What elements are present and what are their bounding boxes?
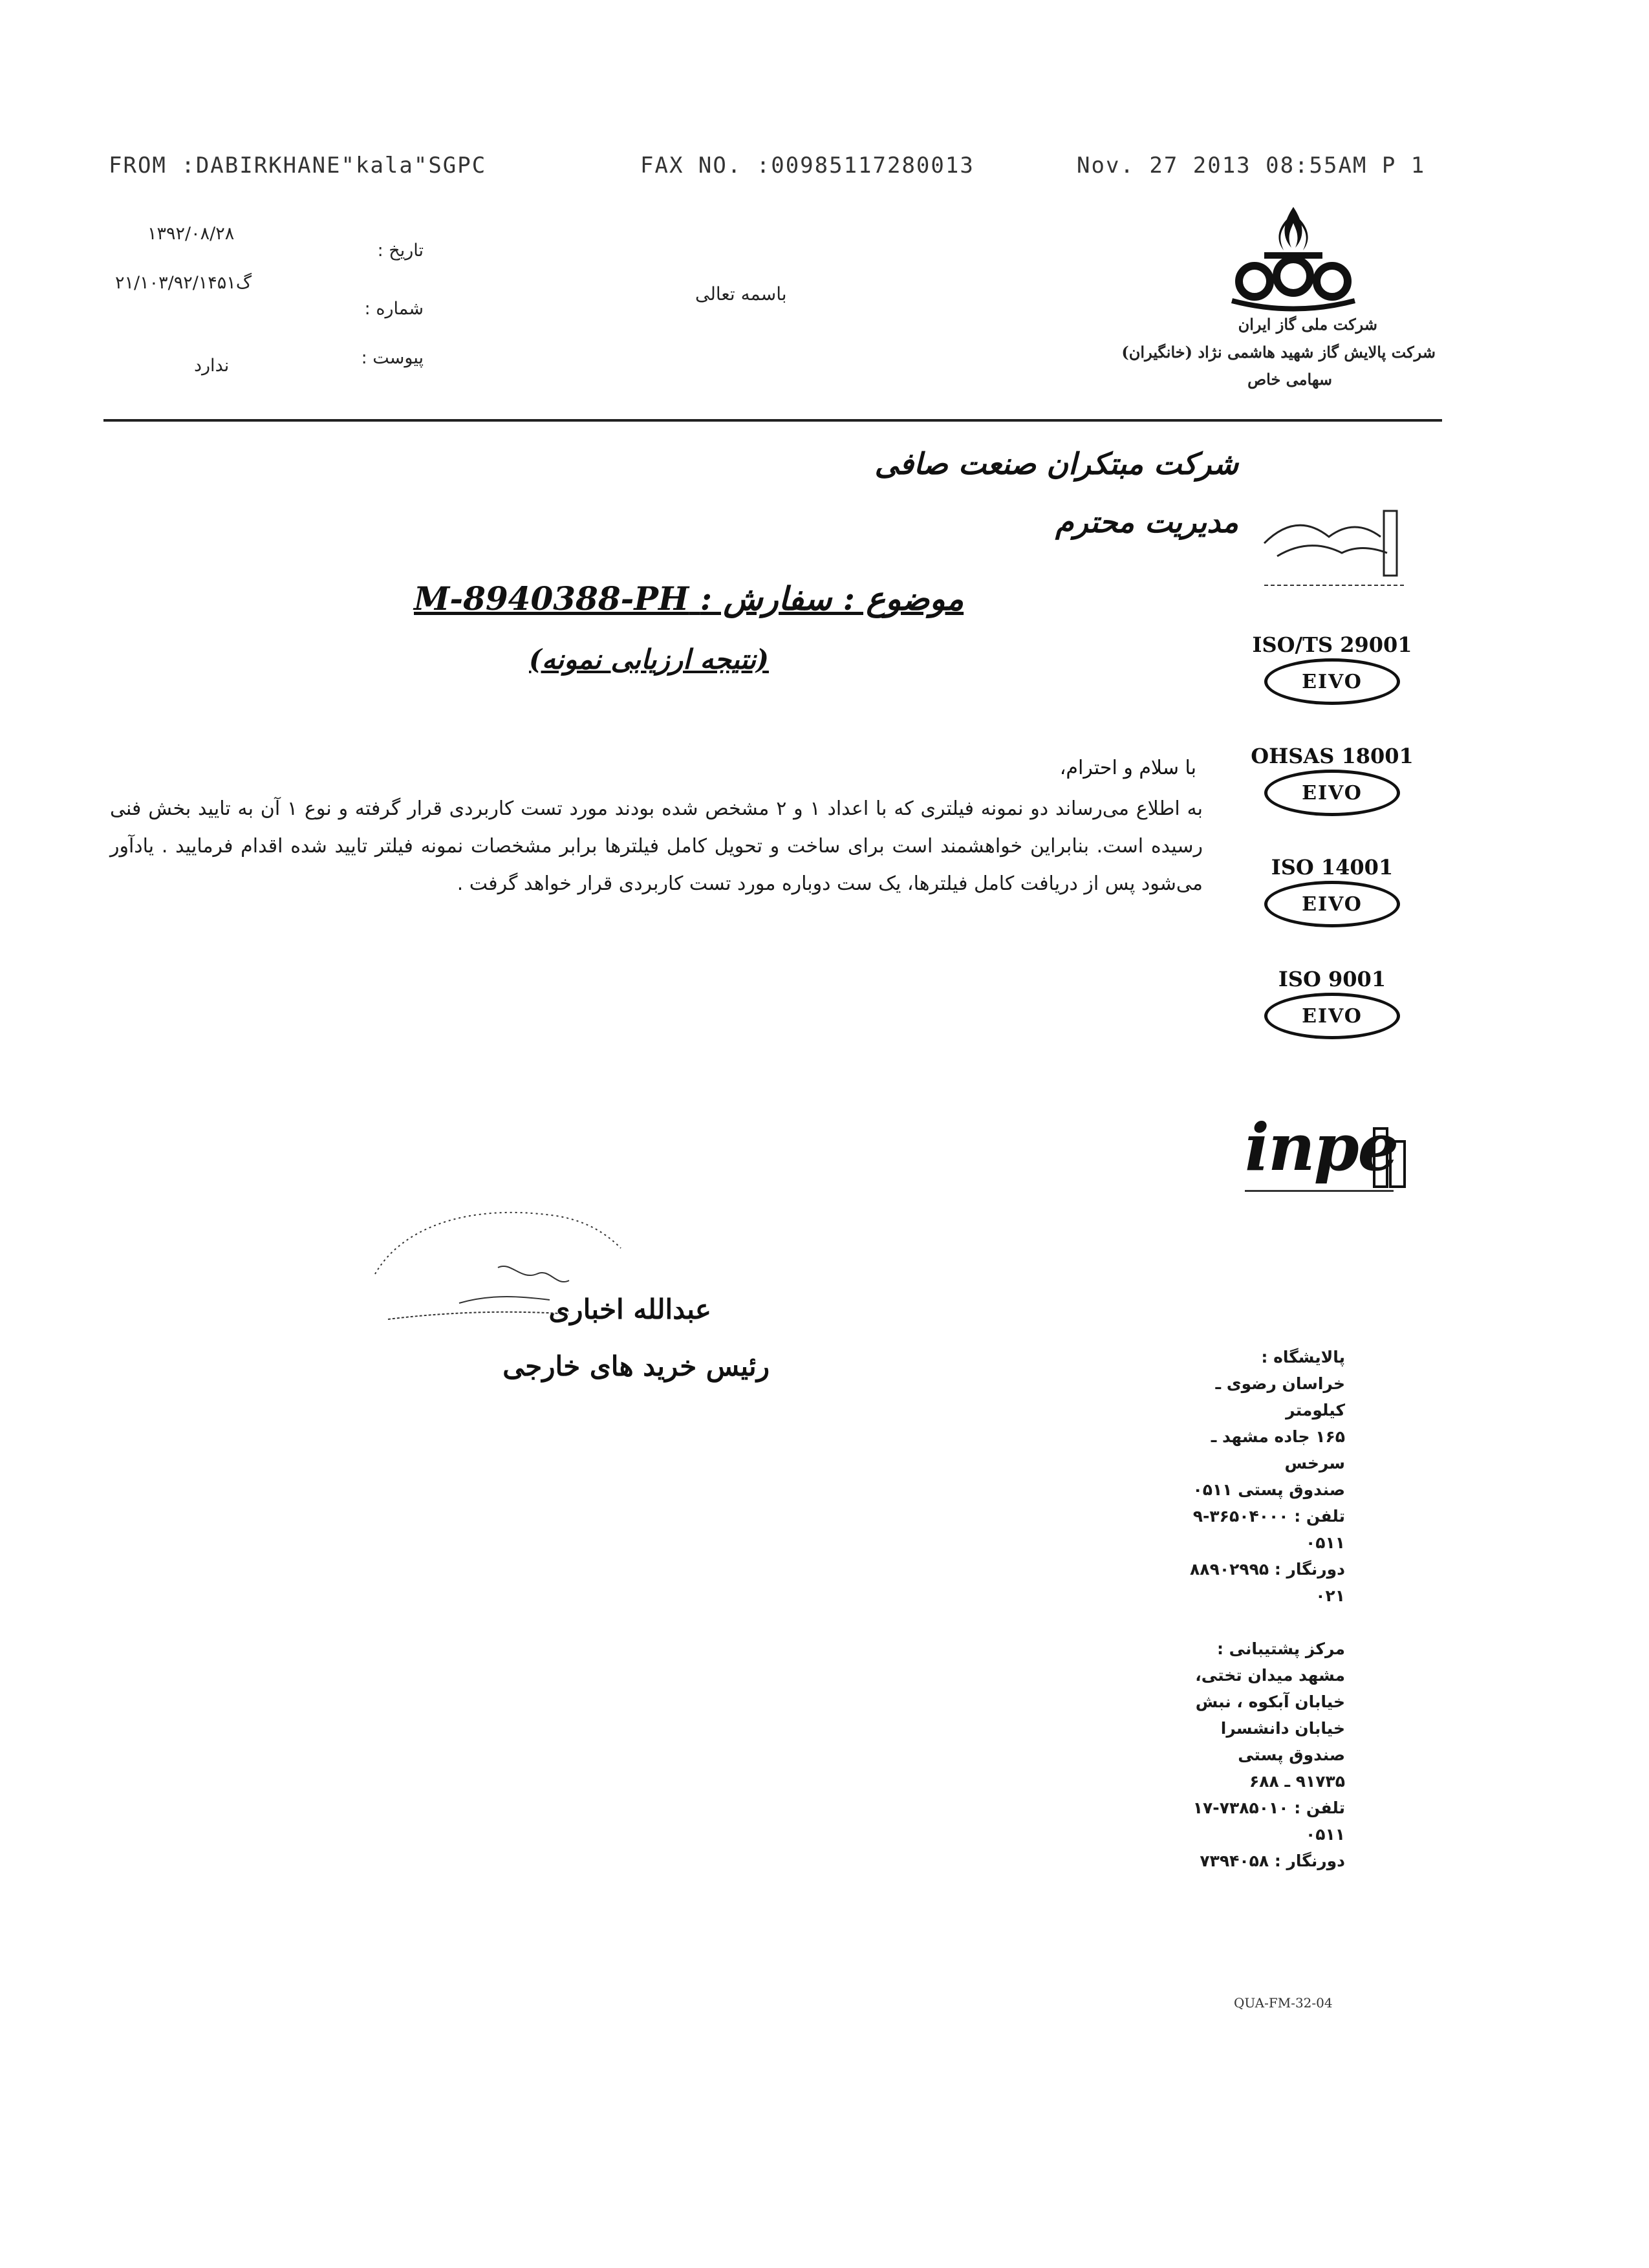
fax-from: FROM :DABIRKHANE"kala"SGPC [109,153,487,178]
cert-iso-9001 [1248,967,1416,1039]
company-name-line2: شرکت پالایش گاز شهید هاشمی نژاد (خانگیران) [1121,343,1436,362]
cert-title: ISO 9001 [1278,967,1386,991]
inspection-stamp [1258,498,1413,601]
address-line: کیلومتر [1286,1401,1345,1420]
company-logo [1219,204,1368,314]
address-line: پالایشگاه : [1261,1348,1345,1366]
address-line: سرخس [1284,1454,1345,1473]
subject-sub: (نتیجه ارزیابی نمونه) [529,643,769,675]
greeting: با سلام و احترام، [1059,757,1196,779]
cert-iso-14001 [1248,855,1416,927]
address-line: خیابان آبکوه ، نبش [1195,1692,1345,1711]
invocation: باسمه تعالی [695,283,787,305]
date-value: ۱۳۹۲/۰۸/۲۸ [147,224,235,244]
address-line: تلفن : ۷۳۸۵۰۱۰-۱۷ [1192,1798,1345,1817]
flame-emblem-icon [1219,204,1368,314]
cert-ohsas-18001 [1248,744,1416,816]
cert-iso-ts-29001 [1248,632,1416,705]
inpe-logo: inpe [1245,1109,1398,1185]
address-line: خراسان رضوی ـ [1215,1374,1345,1393]
address-line: مشهد میدان تختی، [1195,1666,1345,1685]
attachment-value: ندارد [194,356,230,376]
inpe-underline [1245,1190,1394,1192]
address-line: ۹۱۷۳۵ ـ ۶۸۸ [1249,1772,1345,1791]
fax-datetime: Nov. 27 2013 08:55AM P 1 [1077,153,1426,178]
subject-label: موضوع : سفارش : [700,579,964,618]
cert-title: ISO/TS 29001 [1252,632,1412,657]
building-icon [1371,1122,1410,1193]
address-line: دورنگار : ۷۳۹۴۰۵۸ [1200,1852,1345,1870]
number-label: شماره : [364,299,424,319]
number-value: گ۲۱/۱۰۳/۹۲/۱۴۵۱ [115,273,252,293]
order-code: M-8940388-PH [414,579,689,618]
date-label: تاریخ : [377,241,424,261]
cert-seal-icon: EIVO [1264,658,1400,705]
attachment-label: پیوست : [361,348,424,368]
address-line: صندوق پستی [1238,1745,1345,1764]
address-line: ۰۵۱۱ [1305,1533,1345,1552]
address-line: صندوق پستی ۰۵۱۱ [1192,1480,1345,1499]
cert-title: OHSAS 18001 [1251,744,1414,768]
cert-title: ISO 14001 [1271,855,1394,880]
company-name-line3: سهامی خاص [1247,370,1332,389]
address-line: ۰۵۱۱ [1305,1825,1345,1844]
cert-seal-icon: EIVO [1264,993,1400,1039]
address-block [1190,1344,1345,1874]
recipient-company: شرکت مبتکران صنعت صافی [874,446,1238,481]
signer-name: عبدالله اخباری [548,1293,711,1325]
inpe-award [1245,1109,1413,1219]
address-line: ۱۶۵ جاده مشهد ـ [1211,1427,1345,1446]
company-name-line1: شرکت ملی گاز ایران [1238,315,1377,334]
signer-title: رئیس خرید های خارجی [502,1350,770,1382]
cert-seal-icon: EIVO [1264,770,1400,816]
address-line: ۰۲۱ [1315,1586,1345,1605]
subject-line [414,579,964,618]
recipient-title: مدیریت محترم [1055,504,1238,539]
address-line: خیابان دانشسرا [1220,1719,1345,1738]
cert-seal-icon: EIVO [1264,881,1400,927]
form-code: QUA-FM-32-04 [1234,1995,1333,2011]
fax-number: FAX NO. :00985117280013 [640,153,975,178]
address-line: تلفن : ۳۶۵۰۴۰۰۰-۹ [1192,1507,1345,1526]
header-divider [103,419,1442,422]
inspection-logo-icon [1258,498,1413,601]
address-line: مرکز پشتیبانی : [1216,1639,1345,1658]
body-paragraph: به اطلاع می‌رساند دو نمونه فیلتری که با اعداد ۱ و ۲ مشخص شده بودند مورد تست کاربردی قرار گرفته و نوع ۱ آن به تایید بخش فنی رسیده است. بنابراین خواهشمند است برای ساخت و تحویل کامل فیلترها برابر مشخصات نمونه فیلتر تایید شده اقدام فرمایید . یادآور می‌شود پس از دریافت کامل فیلترها، یک ست دوباره مورد تست کاربردی قرار خواهد گرفت . [110,797,1203,895]
address-line: دورنگار : ۸۸۹۰۲۹۹۵ [1190,1560,1345,1579]
address-line [1190,1609,1345,1636]
